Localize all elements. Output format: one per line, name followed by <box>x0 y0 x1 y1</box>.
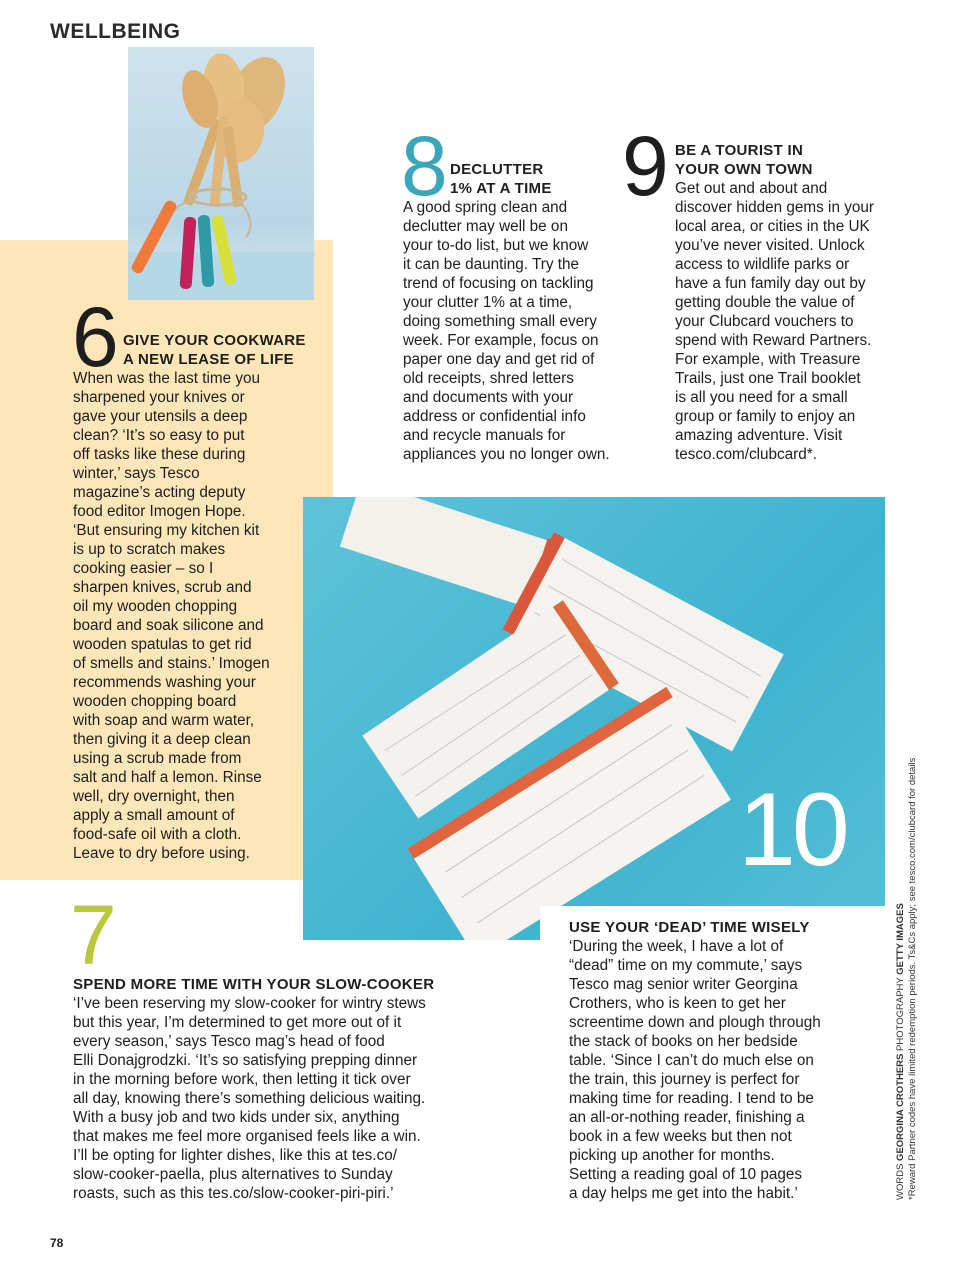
tip6-line: apply a small amount of <box>73 807 235 824</box>
side-credits <box>895 710 925 1200</box>
words-name: GEORGINA CROTHERS <box>895 1053 906 1161</box>
tip7-line: roasts, such as this tes.co/slow-cooker-piri-piri.’ <box>73 1185 394 1202</box>
tip6-heading <box>123 331 306 369</box>
tip6-line: oil my wooden chopping <box>73 598 238 615</box>
tip10-line: making time for reading. I tend to be <box>569 1090 814 1107</box>
tip10-heading: USE YOUR ‘DEAD’ TIME WISELY <box>569 919 810 936</box>
tip6-line: wooden spatulas to get rid <box>73 636 252 653</box>
tip7-line: With a busy job and two kids under six, anything <box>73 1109 400 1126</box>
tip9-line: Get out and about and <box>675 180 828 197</box>
tip6-number: 6 <box>72 290 119 384</box>
tip10-line: the train, this journey is perfect for <box>569 1071 800 1088</box>
tip6-heading-line1: GIVE YOUR COOKWARE <box>123 332 306 349</box>
tip10-line: screentime down and plough through <box>569 1014 821 1031</box>
tip9-heading-line2: YOUR OWN TOWN <box>675 161 813 178</box>
tip7-line: but this year, I’m determined to get more out of it <box>73 1014 402 1031</box>
tip6-line: is up to scratch makes <box>73 541 226 558</box>
tip6-line: sharpen knives, scrub and <box>73 579 252 596</box>
tip8-line: appliances you no longer own. <box>403 446 610 463</box>
tip8-line: your clutter 1% at a time, <box>403 294 573 311</box>
tip10-line: Tesco mag senior writer Georgina <box>569 976 798 993</box>
words-label: WORDS <box>895 1163 906 1200</box>
tip7-line: in the morning before work, then letting it tick over <box>73 1071 411 1088</box>
tip6-line: wooden chopping board <box>73 693 237 710</box>
tip9-line: For example, with Treasure <box>675 351 861 368</box>
tip9-line: amazing adventure. Visit <box>675 427 843 444</box>
tip9-line: spend with Reward Partners. <box>675 332 872 349</box>
tip6-body <box>73 369 303 863</box>
tip8-line: address or confidential info <box>403 408 586 425</box>
tip10-line: “dead” time on my commute,’ says <box>569 957 803 974</box>
tip9-line: local area, or cities in the UK <box>675 218 870 235</box>
tip8-heading <box>450 160 552 198</box>
tip6-line: winter,’ says Tesco <box>73 465 200 482</box>
tip6-line: When was the last time you <box>73 370 261 387</box>
tip9-heading-line1: BE A TOURIST IN <box>675 142 804 159</box>
tip8-heading-line1: DECLUTTER <box>450 161 544 178</box>
tip10-line: table. ‘Since I can’t do much else on <box>569 1052 814 1069</box>
tip7-line: slow-cooker-paella, plus alternatives to Sunday <box>73 1166 393 1183</box>
tip7-number: 7 <box>70 888 117 982</box>
photo-label: PHOTOGRAPHY <box>895 977 906 1051</box>
tip8-number: 8 <box>401 119 448 213</box>
tip8-line: trend of focusing on tackling <box>403 275 594 292</box>
tip8-heading-line2: 1% AT A TIME <box>450 180 552 197</box>
tip8-line: week. For example, focus on <box>403 332 599 349</box>
tip9-line: tesco.com/clubcard*. <box>675 446 817 463</box>
tip10-line: Setting a reading goal of 10 pages <box>569 1166 803 1183</box>
tip6-line: sharpened your knives or <box>73 389 245 406</box>
utensils-photo <box>128 47 314 300</box>
tip7-heading: SPEND MORE TIME WITH YOUR SLOW-COOKER <box>73 976 435 993</box>
tip6-line: board and soak silicone and <box>73 617 264 634</box>
tip9-line: Trails, just one Trail booklet <box>675 370 861 387</box>
tip8-line: paper one day and get rid of <box>403 351 595 368</box>
tip6-line: ‘But ensuring my kitchen kit <box>73 522 260 539</box>
tip7-line: every season,’ says Tesco mag’s head of food <box>73 1033 385 1050</box>
tip8-line: doing something small every <box>403 313 597 330</box>
tip9-line: your Clubcard vouchers to <box>675 313 854 330</box>
tip6-line: well, dry overnight, then <box>73 788 235 805</box>
tip10-line: an all-or-nothing reader, finishing a <box>569 1109 805 1126</box>
tip7-line: that makes me feel more organised feels like a win. <box>73 1128 421 1145</box>
tip8-line: declutter may well be on <box>403 218 568 235</box>
tip9-line: you’ve never visited. Unlock <box>675 237 865 254</box>
tip9-number: 9 <box>622 119 669 213</box>
tip10-number: 10 <box>738 772 846 888</box>
photo-name: GETTY IMAGES <box>895 903 906 975</box>
tip6-line: salt and half a lemon. Rinse <box>73 769 262 786</box>
tip7-line: I’ll be opting for lighter dishes, like this at tes.co/ <box>73 1147 397 1164</box>
tip9-line: discover hidden gems in your <box>675 199 874 216</box>
tip8-line: old receipts, shred letters <box>403 370 574 387</box>
tip6-line: Leave to dry before using. <box>73 845 250 862</box>
tip6-line: cooking easier – so I <box>73 560 214 577</box>
tip10-body <box>569 937 859 1203</box>
page-number: 78 <box>50 1236 64 1250</box>
tip6-heading-line2: A NEW LEASE OF LIFE <box>123 351 294 368</box>
tip8-line: it can be daunting. Try the <box>403 256 580 273</box>
tip6-line: food editor Imogen Hope. <box>73 503 246 520</box>
tip8-line: and documents with your <box>403 389 574 406</box>
tip6-line: gave your utensils a deep <box>73 408 248 425</box>
tip9-line: getting double the value of <box>675 294 855 311</box>
tip8-line: A good spring clean and <box>403 199 568 216</box>
tip6-line: of smells and stains.’ Imogen <box>73 655 270 672</box>
tip8-line: your to-do list, but we know <box>403 237 589 254</box>
tip8-line: and recycle manuals for <box>403 427 566 444</box>
tip10-line: book in a few weeks but then not <box>569 1128 792 1145</box>
tip9-line: group or family to enjoy an <box>675 408 856 425</box>
tip6-line: using a scrub made from <box>73 750 242 767</box>
tip6-line: with soap and warm water, <box>73 712 255 729</box>
tip10-line: picking up another for months. <box>569 1147 775 1164</box>
tip6-line: then giving it a deep clean <box>73 731 251 748</box>
tip7-body <box>73 994 473 1203</box>
tip7-line: ‘I’ve been reserving my slow-cooker for wintry stews <box>73 995 426 1012</box>
footnote: *Reward Partner codes have limited redemption periods. Ts&Cs apply; see tesco.com/clubcard for details <box>907 757 918 1200</box>
tip9-line: have a fun family day out by <box>675 275 866 292</box>
tip9-heading <box>675 141 813 179</box>
tip6-line: food-safe oil with a cloth. <box>73 826 242 843</box>
tip6-line: off tasks like these during <box>73 446 246 463</box>
tip9-line: access to wildlife parks or <box>675 256 850 273</box>
tip9-line: is all you need for a small <box>675 389 848 406</box>
tip6-line: recommends washing your <box>73 674 256 691</box>
tip10-line: Crothers, who is keen to get her <box>569 995 786 1012</box>
tip9-body <box>675 179 890 464</box>
tip10-line: ‘During the week, I have a lot of <box>569 938 784 955</box>
tip10-line: the stack of books on her bedside <box>569 1033 798 1050</box>
tip8-body <box>403 198 618 464</box>
tip6-line: magazine’s acting deputy <box>73 484 246 501</box>
tip10-line: a day helps me get into the habit.’ <box>569 1185 798 1202</box>
photo-credits-line <box>895 710 907 1200</box>
tip6-line: clean? ‘It’s so easy to put <box>73 427 245 444</box>
tip7-line: Elli Donajgrodzki. ‘It’s so satisfying prepping dinner <box>73 1052 418 1069</box>
section-label: WELLBEING <box>50 20 181 43</box>
tip7-line: all day, knowing there’s something delicious waiting. <box>73 1090 426 1107</box>
